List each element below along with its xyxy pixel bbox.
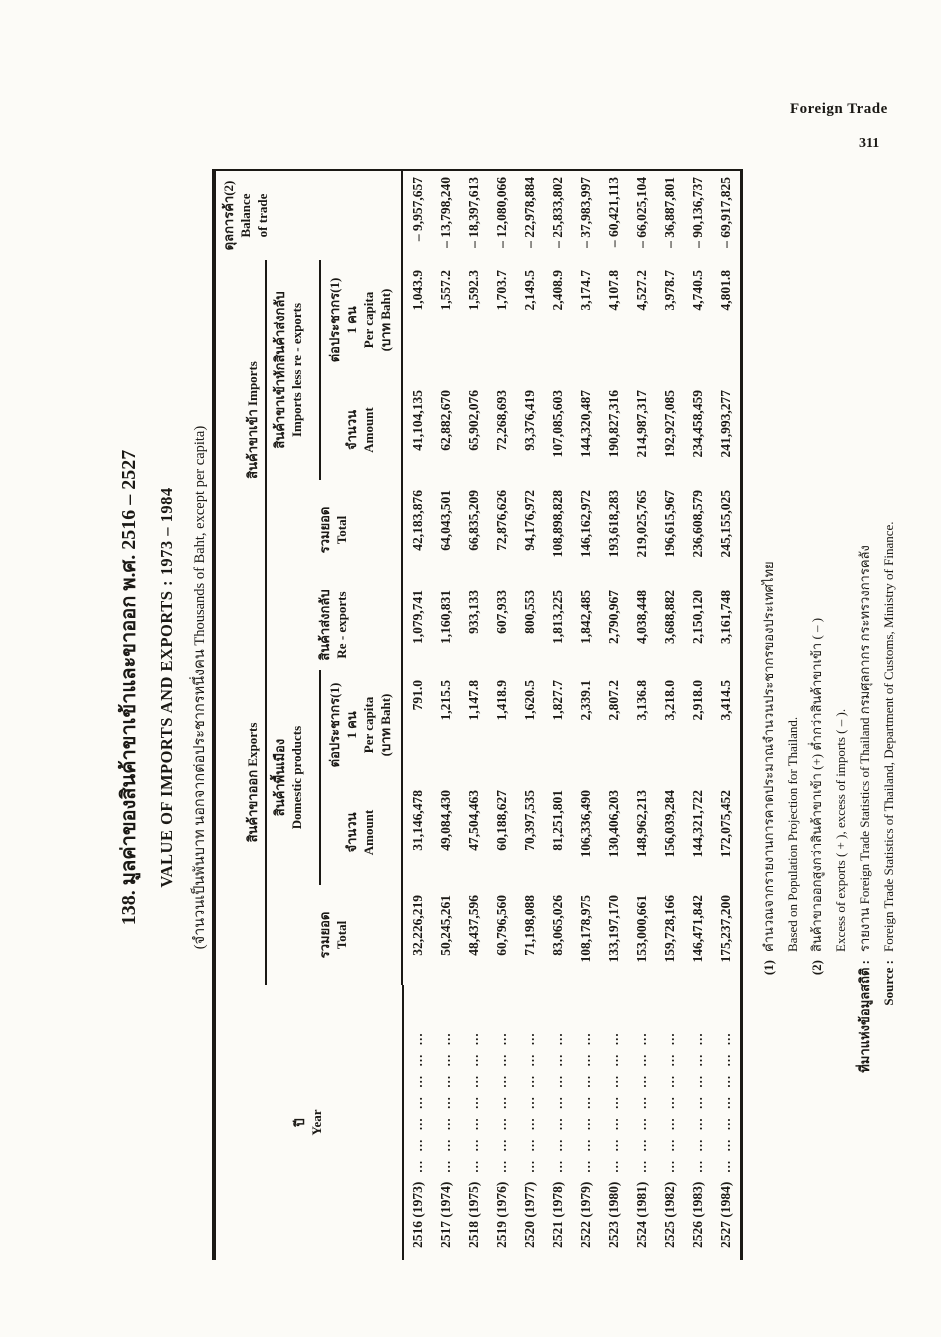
value-cell: 50,245,261	[438, 895, 453, 956]
re-exports-header	[266, 580, 402, 670]
title-block	[112, 105, 211, 1270]
table-row	[460, 170, 488, 1260]
value-cell: 800,553	[522, 590, 537, 634]
value-cell: 3,136.8	[634, 680, 649, 721]
value-cell: 2,408.9	[550, 269, 565, 311]
footnote-1-en-text: Based on Population Projection for Thailand.	[785, 716, 800, 952]
value-cell: 172,075,452	[718, 790, 733, 858]
per-capita-line1: ต่อประชากร(1)	[327, 682, 343, 768]
imports-less-header-english: Imports less re - exports	[288, 302, 304, 438]
balance-of-trade-header	[214, 170, 402, 260]
value-cell: 175,237,200	[718, 895, 733, 963]
footnote-2-en-text: Excess of exports ( + ), excess of imports ( – ).	[833, 708, 848, 952]
footnote-2-thai	[805, 120, 829, 1120]
per-capita-line4: (บาท Baht)	[377, 693, 393, 757]
per-capita-line3: Per capita	[361, 696, 376, 754]
value-cell: 933,133	[466, 590, 481, 634]
value-cell: 3,161,748	[718, 590, 733, 644]
dot-leader: ... ... ... ... ... ... ...	[466, 1032, 481, 1173]
value-cell: 1,842,485	[578, 590, 593, 644]
value-cell: 4,527.2	[634, 269, 649, 311]
value-cell: 42,183,876	[402, 480, 432, 580]
exports-total-header	[266, 885, 402, 985]
footnote-2-label: (2)	[809, 960, 824, 976]
imports-exports-table	[212, 169, 743, 1260]
imports-amount-header	[320, 380, 402, 480]
domestic-amount-thai: จำนวน	[344, 812, 360, 853]
value-cell: 193,618,283	[606, 490, 621, 558]
table-row	[432, 170, 460, 1260]
value-cell: 1,703.7	[494, 269, 509, 311]
source-line-english	[877, 120, 901, 1120]
balance-header-line3: of trade	[254, 193, 270, 238]
domestic-per-capita-header	[320, 670, 402, 780]
value-cell: 81,251,801	[550, 790, 565, 851]
table-row	[600, 170, 628, 1260]
year-cell	[402, 985, 432, 1260]
imports-per-capita-header	[320, 260, 402, 380]
imports-per-capita-line2: 1 คน	[344, 306, 360, 334]
value-cell: – 69,917,825	[718, 176, 733, 248]
domestic-amount-header	[320, 780, 402, 885]
year-header-english: Year	[309, 1109, 324, 1136]
footnote-2-en-label	[829, 952, 853, 1120]
table-body	[402, 170, 742, 1260]
domestic-header-thai: สินค้าพื้นเมือง	[272, 738, 287, 817]
imports-per-capita-line1: ต่อประชากร(1)	[327, 277, 343, 363]
re-exports-header-english: Re - exports	[334, 591, 349, 659]
value-cell: 1,592.3	[466, 269, 481, 311]
value-cell: – 36,887,801	[662, 176, 677, 248]
value-cell: 214,987,317	[634, 390, 649, 458]
imports-per-capita-line4: (บาท Baht)	[377, 288, 393, 352]
year-cell	[488, 985, 516, 1260]
value-cell: 3,688,882	[662, 590, 677, 644]
value-cell: 3,414.5	[718, 680, 733, 721]
footnotes	[757, 120, 901, 1120]
value-cell: 83,065,026	[550, 895, 565, 956]
imports-total-thai: รวมยอด	[317, 506, 333, 554]
value-cell: 1,043.9	[402, 260, 432, 380]
value-cell: 1,418.9	[494, 680, 509, 721]
page-number: 311	[859, 136, 880, 151]
value-cell: 159,728,166	[662, 895, 677, 963]
value-cell: 3,978.7	[662, 269, 677, 311]
value-cell: 2,918.0	[690, 680, 705, 721]
imports-total-english: Total	[334, 515, 349, 545]
value-cell: 41,104,135	[402, 380, 432, 480]
dot-leader: ... ... ... ... ... ... ...	[662, 1032, 677, 1173]
footnote-1-thai	[757, 120, 781, 1120]
footnote-1-english	[781, 120, 805, 1120]
year-header-thai: ปี	[292, 1118, 308, 1127]
dot-leader: ... ... ... ... ... ... ...	[438, 1032, 453, 1173]
domestic-header-english: Domestic products	[288, 725, 304, 830]
year-cell	[656, 985, 684, 1260]
source-text-english: Foreign Trade Statistics of Thailand, Department of Customs, Ministry of Finance.	[881, 521, 896, 952]
value-cell: 791.0	[402, 670, 432, 780]
value-cell: 108,898,828	[550, 490, 565, 558]
value-cell: 93,376,419	[522, 390, 537, 451]
exports-total-thai: รวมยอด	[317, 911, 333, 959]
dot-leader: ... ... ... ... ... ... ...	[410, 1032, 425, 1173]
dot-leader: ... ... ... ... ... ... ...	[634, 1032, 649, 1173]
balance-header-thai: ดุลการค้า(2)	[221, 180, 236, 251]
table-row	[684, 170, 712, 1260]
value-cell: 31,146,478	[402, 780, 432, 885]
value-cell: 1,079,741	[402, 580, 432, 670]
value-cell: 196,615,967	[662, 490, 677, 558]
dot-leader: ... ... ... ... ... ... ...	[690, 1032, 705, 1173]
dot-leader: ... ... ... ... ... ... ...	[494, 1032, 509, 1173]
value-cell: 1,215.5	[438, 680, 453, 721]
value-cell: 1,160,831	[438, 590, 453, 644]
dot-leader: ... ... ... ... ... ... ...	[578, 1032, 593, 1173]
year-cell	[460, 985, 488, 1260]
value-cell: 70,397,535	[522, 790, 537, 851]
re-exports-header-thai: สินค้าส่งกลับ	[317, 589, 333, 661]
table-title-thai: 138. มูลค่าของสินค้าขาเข้าและขาออก พ.ศ. 2516 – 2527	[118, 449, 140, 926]
value-cell: 106,336,490	[578, 790, 593, 858]
value-cell: 1,557.2	[438, 269, 453, 311]
year-label: 2525 (1982)	[662, 1181, 677, 1248]
source-label-english: Source :	[881, 960, 896, 1006]
dot-leader: ... ... ... ... ... ... ...	[718, 1032, 733, 1173]
imports-less-reexports-header	[266, 260, 320, 480]
value-cell: 32,226,219	[402, 885, 432, 985]
value-cell: 60,796,560	[494, 895, 509, 956]
value-cell: – 90,136,737	[690, 176, 705, 248]
value-cell: – 60,421,113	[606, 176, 621, 248]
value-cell: 94,176,972	[522, 490, 537, 551]
dot-leader: ... ... ... ... ... ... ...	[550, 1032, 565, 1173]
value-cell: 65,902,076	[466, 390, 481, 451]
value-cell: 146,162,972	[578, 490, 593, 558]
footnote-1-label: (1)	[761, 960, 776, 976]
value-cell: 1,813,225	[550, 590, 565, 644]
balance-header-line2: Balance	[237, 193, 253, 238]
value-cell: 241,993,277	[718, 390, 733, 458]
value-cell: 190,827,316	[606, 390, 621, 458]
value-cell: 2,149.5	[522, 269, 537, 311]
year-label: 2524 (1981)	[634, 1181, 649, 1248]
value-cell: 133,197,170	[606, 895, 621, 963]
footnote-2-english	[829, 120, 853, 1120]
domestic-products-header	[266, 670, 320, 885]
value-cell: 144,321,722	[690, 790, 705, 858]
value-cell: 4,107.8	[606, 269, 621, 311]
year-label: 2522 (1979)	[578, 1181, 593, 1248]
footnote-2-text: สินค้าขาออกสูงกว่าสินค้าขาเข้า (+) ต่ำกว่าสินค้าขาเข้า ( – )	[809, 617, 824, 952]
value-cell: 2,807.2	[606, 680, 621, 721]
value-cell: 2,150,120	[690, 590, 705, 644]
year-label: 2517 (1974)	[438, 1181, 453, 1248]
value-cell: 146,471,842	[690, 895, 705, 963]
source-label-thai: ที่มาแห่งข้อมูลสถิติ :	[857, 960, 872, 1073]
year-label: 2519 (1976)	[494, 1181, 509, 1248]
value-cell: 607,933	[494, 590, 509, 634]
value-cell: 64,043,501	[438, 490, 453, 551]
value-cell: 108,178,975	[578, 895, 593, 963]
value-cell: 3,218.0	[662, 680, 677, 721]
table-row	[544, 170, 572, 1260]
value-cell: 72,876,626	[494, 490, 509, 551]
value-cell: 4,038,448	[634, 590, 649, 644]
value-cell: 48,437,596	[466, 895, 481, 956]
table-row	[572, 170, 600, 1260]
value-cell: 234,458,459	[690, 390, 705, 458]
table-row	[488, 170, 516, 1260]
value-cell: – 25,833,802	[550, 176, 565, 248]
value-cell: 60,188,627	[494, 790, 509, 851]
value-cell: 219,025,765	[634, 490, 649, 558]
value-cell: – 13,798,240	[438, 176, 453, 248]
value-cell: 2,339.1	[578, 680, 593, 721]
year-cell	[600, 985, 628, 1260]
value-cell: – 22,978,884	[522, 176, 537, 248]
dot-leader: ... ... ... ... ... ... ...	[522, 1032, 537, 1173]
value-cell: 2,790,967	[606, 590, 621, 644]
value-cell: 4,740.5	[690, 269, 705, 311]
domestic-amount-english: Amount	[361, 809, 376, 856]
exports-total-english: Total	[334, 920, 349, 950]
year-cell	[516, 985, 544, 1260]
running-header: Foreign Trade	[790, 101, 888, 117]
year-cell	[684, 985, 712, 1260]
value-cell: 144,320,487	[578, 390, 593, 458]
imports-total-header	[266, 480, 402, 580]
imports-amount-english: Amount	[361, 407, 376, 453]
value-cell: 130,406,203	[606, 790, 621, 858]
imports-less-header-thai: สินค้าขาเข้าหักสินค้าส่งกลับ	[272, 291, 287, 449]
year-label: 2523 (1980)	[606, 1181, 621, 1248]
footnote-1-en-label	[781, 952, 805, 1120]
imports-amount-thai: จำนวน	[344, 410, 360, 450]
table-row	[402, 170, 432, 1260]
year-cell	[432, 985, 460, 1260]
value-cell: 156,039,284	[662, 790, 677, 858]
source-line-thai	[853, 120, 880, 1120]
value-cell: 4,801.8	[718, 269, 733, 311]
value-cell: 153,000,661	[634, 895, 649, 963]
value-cell: – 12,080,066	[494, 176, 509, 248]
year-label: 2527 (1984)	[718, 1181, 733, 1248]
year-cell	[628, 985, 656, 1260]
value-cell: 66,835,209	[466, 490, 481, 551]
year-label: 2526 (1983)	[690, 1181, 705, 1248]
value-cell: – 37,983,997	[578, 176, 593, 248]
value-cell: – 66,025,104	[634, 176, 649, 248]
year-cell	[572, 985, 600, 1260]
year-label: 2520 (1977)	[522, 1181, 537, 1248]
year-cell	[712, 985, 740, 1260]
table-row	[516, 170, 544, 1260]
per-capita-line2: 1 คน	[344, 711, 360, 739]
footnote-1-text: คำนวณจากรายงานการคาดประมาณจำนวนประชากรของประเทศไทย	[761, 561, 776, 952]
year-cell	[544, 985, 572, 1260]
value-cell: – 9,957,657	[402, 170, 432, 260]
table-row	[656, 170, 684, 1260]
value-cell: – 18,397,613	[466, 176, 481, 248]
dot-leader: ... ... ... ... ... ... ...	[606, 1032, 621, 1173]
exports-group-header: สินค้าขาออก Exports	[214, 580, 266, 985]
table-title-english: VALUE OF IMPORTS AND EXPORTS : 1973 – 1984	[157, 487, 176, 888]
year-label: 2521 (1978)	[550, 1181, 565, 1248]
table-header	[214, 170, 402, 1260]
value-cell: 3,174.7	[578, 269, 593, 311]
value-cell: 62,882,670	[438, 390, 453, 451]
source-text-thai: รายงาน Foreign Trade Statistics of Thailand กรมศุลกากร กระทรวงการคลัง	[857, 545, 872, 952]
value-cell: 71,198,088	[522, 895, 537, 956]
value-cell: 1,147.8	[466, 680, 481, 721]
value-cell: 236,608,579	[690, 490, 705, 558]
value-cell: 107,085,603	[550, 390, 565, 458]
table-row	[712, 170, 742, 1260]
imports-per-capita-line3: Per capita	[361, 291, 376, 349]
trade-table-wrap	[212, 169, 743, 1260]
value-cell: 1,620.5	[522, 680, 537, 721]
rotated-table-sheet	[112, 105, 912, 1270]
value-cell: 47,504,463	[466, 790, 481, 851]
imports-group-header: สินค้าขาเข้า Imports	[214, 260, 266, 580]
table-title-note: (จำนวนเป็นพันบาท นอกจากต่อประชากรหนึ่งคน Thousands of Baht, except per capita)	[192, 425, 208, 950]
value-cell: 148,962,213	[634, 790, 649, 858]
year-label: 2516 (1973)	[410, 1181, 425, 1248]
value-cell: 245,155,025	[718, 490, 733, 558]
value-cell: 192,927,085	[662, 390, 677, 458]
year-label: 2518 (1975)	[466, 1181, 481, 1248]
value-cell: 72,268,693	[494, 390, 509, 451]
table-row	[628, 170, 656, 1260]
year-column-header	[214, 985, 402, 1260]
value-cell: 1,827.7	[550, 680, 565, 721]
value-cell: 49,084,430	[438, 790, 453, 851]
